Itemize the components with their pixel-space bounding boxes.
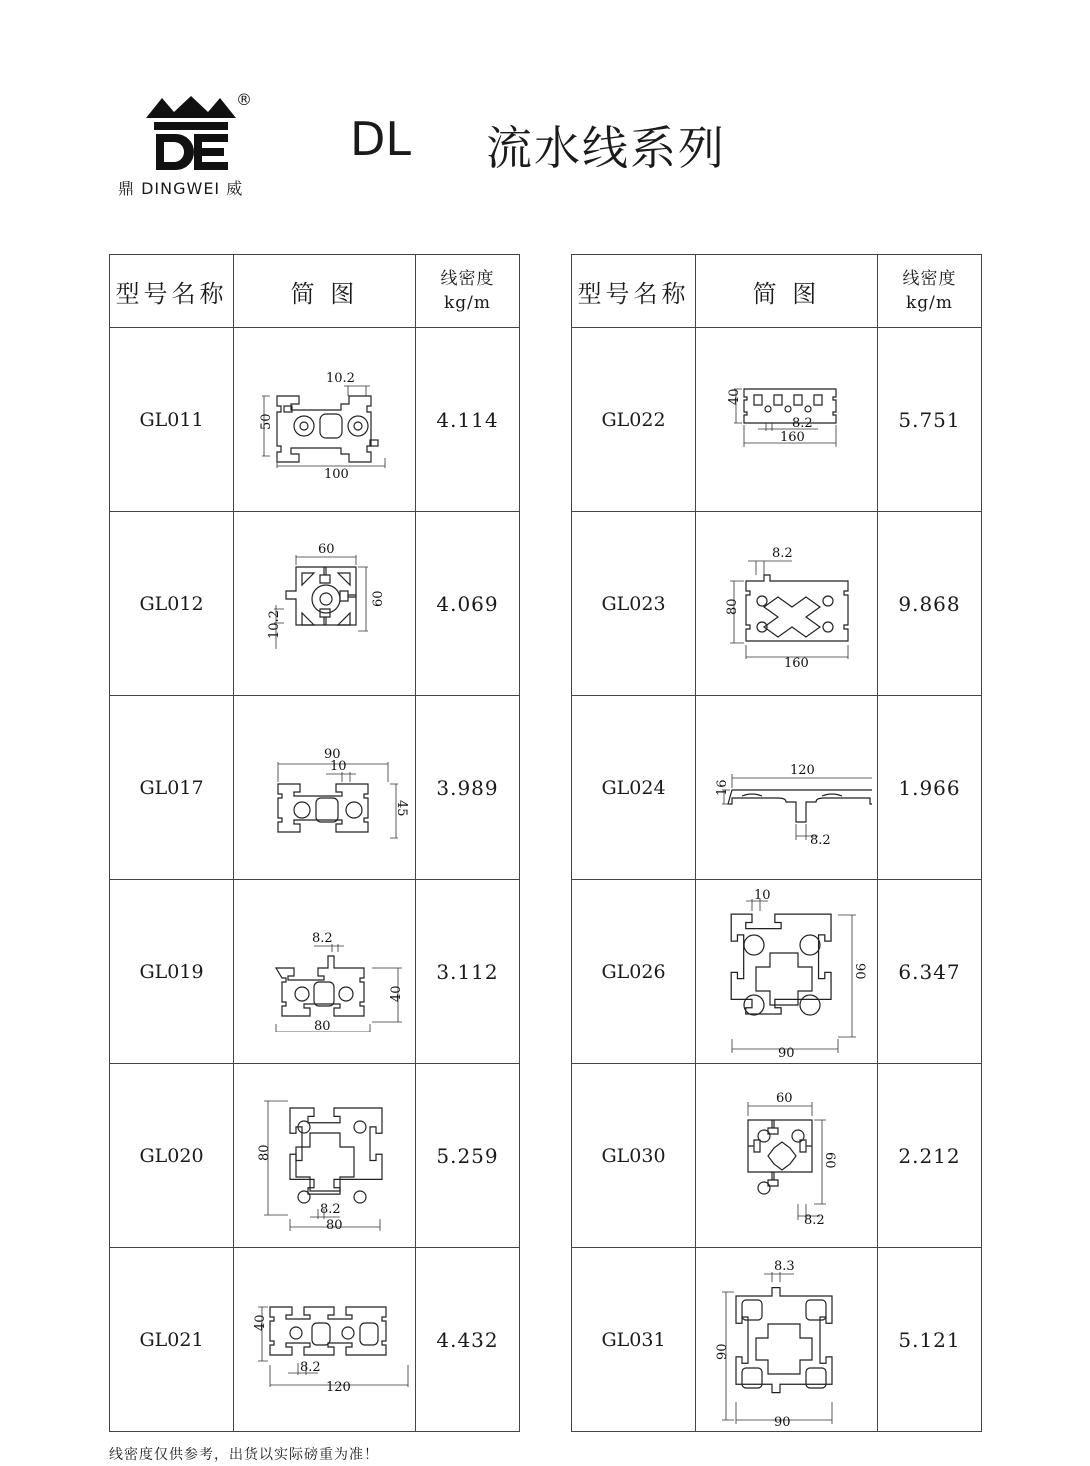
profile-diagram bbox=[234, 696, 416, 880]
dim-label: 45 bbox=[393, 799, 409, 817]
dim-label: 80 bbox=[325, 1217, 343, 1231]
model-name: GL030 bbox=[572, 1064, 696, 1248]
profile-gl031-icon bbox=[702, 1252, 872, 1428]
profile-gl022-icon bbox=[702, 365, 872, 475]
table-row bbox=[572, 696, 982, 880]
profile-table-right bbox=[571, 254, 982, 1432]
profile-diagram bbox=[696, 1064, 878, 1248]
profile-diagram bbox=[696, 512, 878, 696]
header-density-label: 线密度 bbox=[902, 269, 957, 289]
profile-gl020-icon bbox=[240, 1081, 410, 1231]
profile-diagram bbox=[234, 328, 416, 512]
brand-name: 鼎 DINGWEI 威 bbox=[118, 179, 244, 198]
profile-gl011-icon bbox=[240, 360, 410, 480]
header-density-unit: kg/m bbox=[443, 293, 492, 313]
profile-diagram bbox=[234, 1248, 416, 1432]
density-value: 4.114 bbox=[416, 328, 520, 512]
density-value: 9.868 bbox=[878, 512, 982, 696]
profile-gl030-icon bbox=[702, 1086, 872, 1226]
header-density bbox=[416, 255, 520, 328]
dim-label: 10 bbox=[753, 887, 771, 903]
header-density-label: 线密度 bbox=[440, 269, 495, 289]
profile-gl017-icon bbox=[240, 728, 410, 848]
dim-label: 50 bbox=[258, 412, 274, 430]
dim-label: 60 bbox=[821, 1151, 837, 1169]
dingwei-logo-icon bbox=[146, 94, 236, 174]
table-row bbox=[110, 880, 520, 1064]
model-name: GL026 bbox=[572, 880, 696, 1064]
dim-label: 80 bbox=[256, 1143, 272, 1161]
density-value: 5.121 bbox=[878, 1248, 982, 1432]
table-row bbox=[110, 696, 520, 880]
table-row bbox=[110, 328, 520, 512]
profile-diagram bbox=[234, 1064, 416, 1248]
dim-label: 10.2 bbox=[325, 370, 355, 386]
profile-gl012-icon bbox=[240, 539, 410, 669]
dim-label: 90 bbox=[851, 962, 867, 980]
density-value: 4.432 bbox=[416, 1248, 520, 1432]
model-name: GL012 bbox=[110, 512, 234, 696]
dim-label: 8.2 bbox=[319, 1201, 341, 1217]
profile-gl019-icon bbox=[240, 912, 410, 1032]
header-model: 型号名称 bbox=[110, 255, 234, 328]
series-title: 流水线系列 bbox=[486, 121, 726, 175]
dim-label: 90 bbox=[777, 1045, 795, 1057]
dim-label: 10.2 bbox=[266, 609, 282, 639]
dim-label: 60 bbox=[370, 589, 386, 607]
profile-diagram bbox=[234, 880, 416, 1064]
model-name: GL022 bbox=[572, 328, 696, 512]
density-value: 3.989 bbox=[416, 696, 520, 880]
dim-label: 60 bbox=[317, 541, 335, 557]
dim-label: 160 bbox=[779, 429, 805, 445]
profile-table-left bbox=[109, 254, 520, 1432]
profile-diagram bbox=[696, 880, 878, 1064]
dim-label: 40 bbox=[252, 1313, 268, 1331]
dim-label: 8.2 bbox=[791, 415, 813, 431]
model-name: GL017 bbox=[110, 696, 234, 880]
dim-label: 8.2 bbox=[809, 832, 831, 848]
profile-diagram bbox=[696, 328, 878, 512]
profile-diagram bbox=[696, 696, 878, 880]
model-name: GL021 bbox=[110, 1248, 234, 1432]
dim-label: 90 bbox=[773, 1414, 791, 1428]
density-value: 5.751 bbox=[878, 328, 982, 512]
profile-gl024-icon bbox=[702, 728, 872, 848]
dim-label: 16 bbox=[714, 778, 730, 796]
density-value: 1.966 bbox=[878, 696, 982, 880]
dim-label: 40 bbox=[388, 984, 404, 1002]
table-row bbox=[572, 1064, 982, 1248]
dim-label: 90 bbox=[323, 746, 341, 762]
table-row bbox=[572, 328, 982, 512]
table-header-row bbox=[110, 255, 520, 328]
dim-label: 100 bbox=[323, 466, 349, 480]
registered-mark: ® bbox=[236, 90, 252, 109]
table-row bbox=[110, 1248, 520, 1432]
model-name: GL023 bbox=[572, 512, 696, 696]
dim-label: 10 bbox=[329, 758, 347, 774]
profile-gl023-icon bbox=[702, 539, 872, 669]
dim-label: 80 bbox=[313, 1018, 331, 1032]
dim-label: 60 bbox=[775, 1090, 793, 1106]
profile-diagram bbox=[696, 1248, 878, 1432]
dim-label: 8.2 bbox=[311, 930, 333, 946]
dim-label: 160 bbox=[783, 655, 809, 669]
table-row bbox=[572, 880, 982, 1064]
header-density-unit: kg/m bbox=[905, 293, 954, 313]
series-code: DL bbox=[350, 112, 412, 166]
table-row bbox=[110, 512, 520, 696]
dim-label: 8.2 bbox=[803, 1212, 825, 1226]
dim-label: 120 bbox=[325, 1379, 351, 1395]
density-value: 2.212 bbox=[878, 1064, 982, 1248]
dim-label: 8.2 bbox=[299, 1359, 321, 1375]
header-density bbox=[878, 255, 982, 328]
dim-label: 90 bbox=[714, 1342, 730, 1360]
profile-gl026-icon bbox=[702, 887, 872, 1057]
density-value: 5.259 bbox=[416, 1064, 520, 1248]
dim-label: 80 bbox=[724, 597, 740, 615]
profile-diagram bbox=[234, 512, 416, 696]
header-figure: 简 图 bbox=[234, 255, 416, 328]
dim-label: 8.2 bbox=[771, 545, 793, 561]
table-row bbox=[572, 1248, 982, 1432]
model-name: GL031 bbox=[572, 1248, 696, 1432]
table-row bbox=[110, 1064, 520, 1248]
profile-gl021-icon bbox=[240, 1285, 410, 1395]
header-figure: 简 图 bbox=[696, 255, 878, 328]
dim-label: 40 bbox=[726, 387, 742, 405]
density-value: 4.069 bbox=[416, 512, 520, 696]
model-name: GL019 bbox=[110, 880, 234, 1064]
table-header-row bbox=[572, 255, 982, 328]
model-name: GL020 bbox=[110, 1064, 234, 1248]
header-model: 型号名称 bbox=[572, 255, 696, 328]
table-row bbox=[572, 512, 982, 696]
model-name: GL024 bbox=[572, 696, 696, 880]
model-name: GL011 bbox=[110, 328, 234, 512]
density-value: 3.112 bbox=[416, 880, 520, 1064]
footer-note: 线密度仅供参考，出货以实际磅重为准！ bbox=[109, 1447, 379, 1463]
dim-label: 120 bbox=[789, 762, 815, 778]
density-value: 6.347 bbox=[878, 880, 982, 1064]
brand-logo bbox=[118, 90, 268, 200]
dim-label: 8.3 bbox=[773, 1258, 795, 1274]
